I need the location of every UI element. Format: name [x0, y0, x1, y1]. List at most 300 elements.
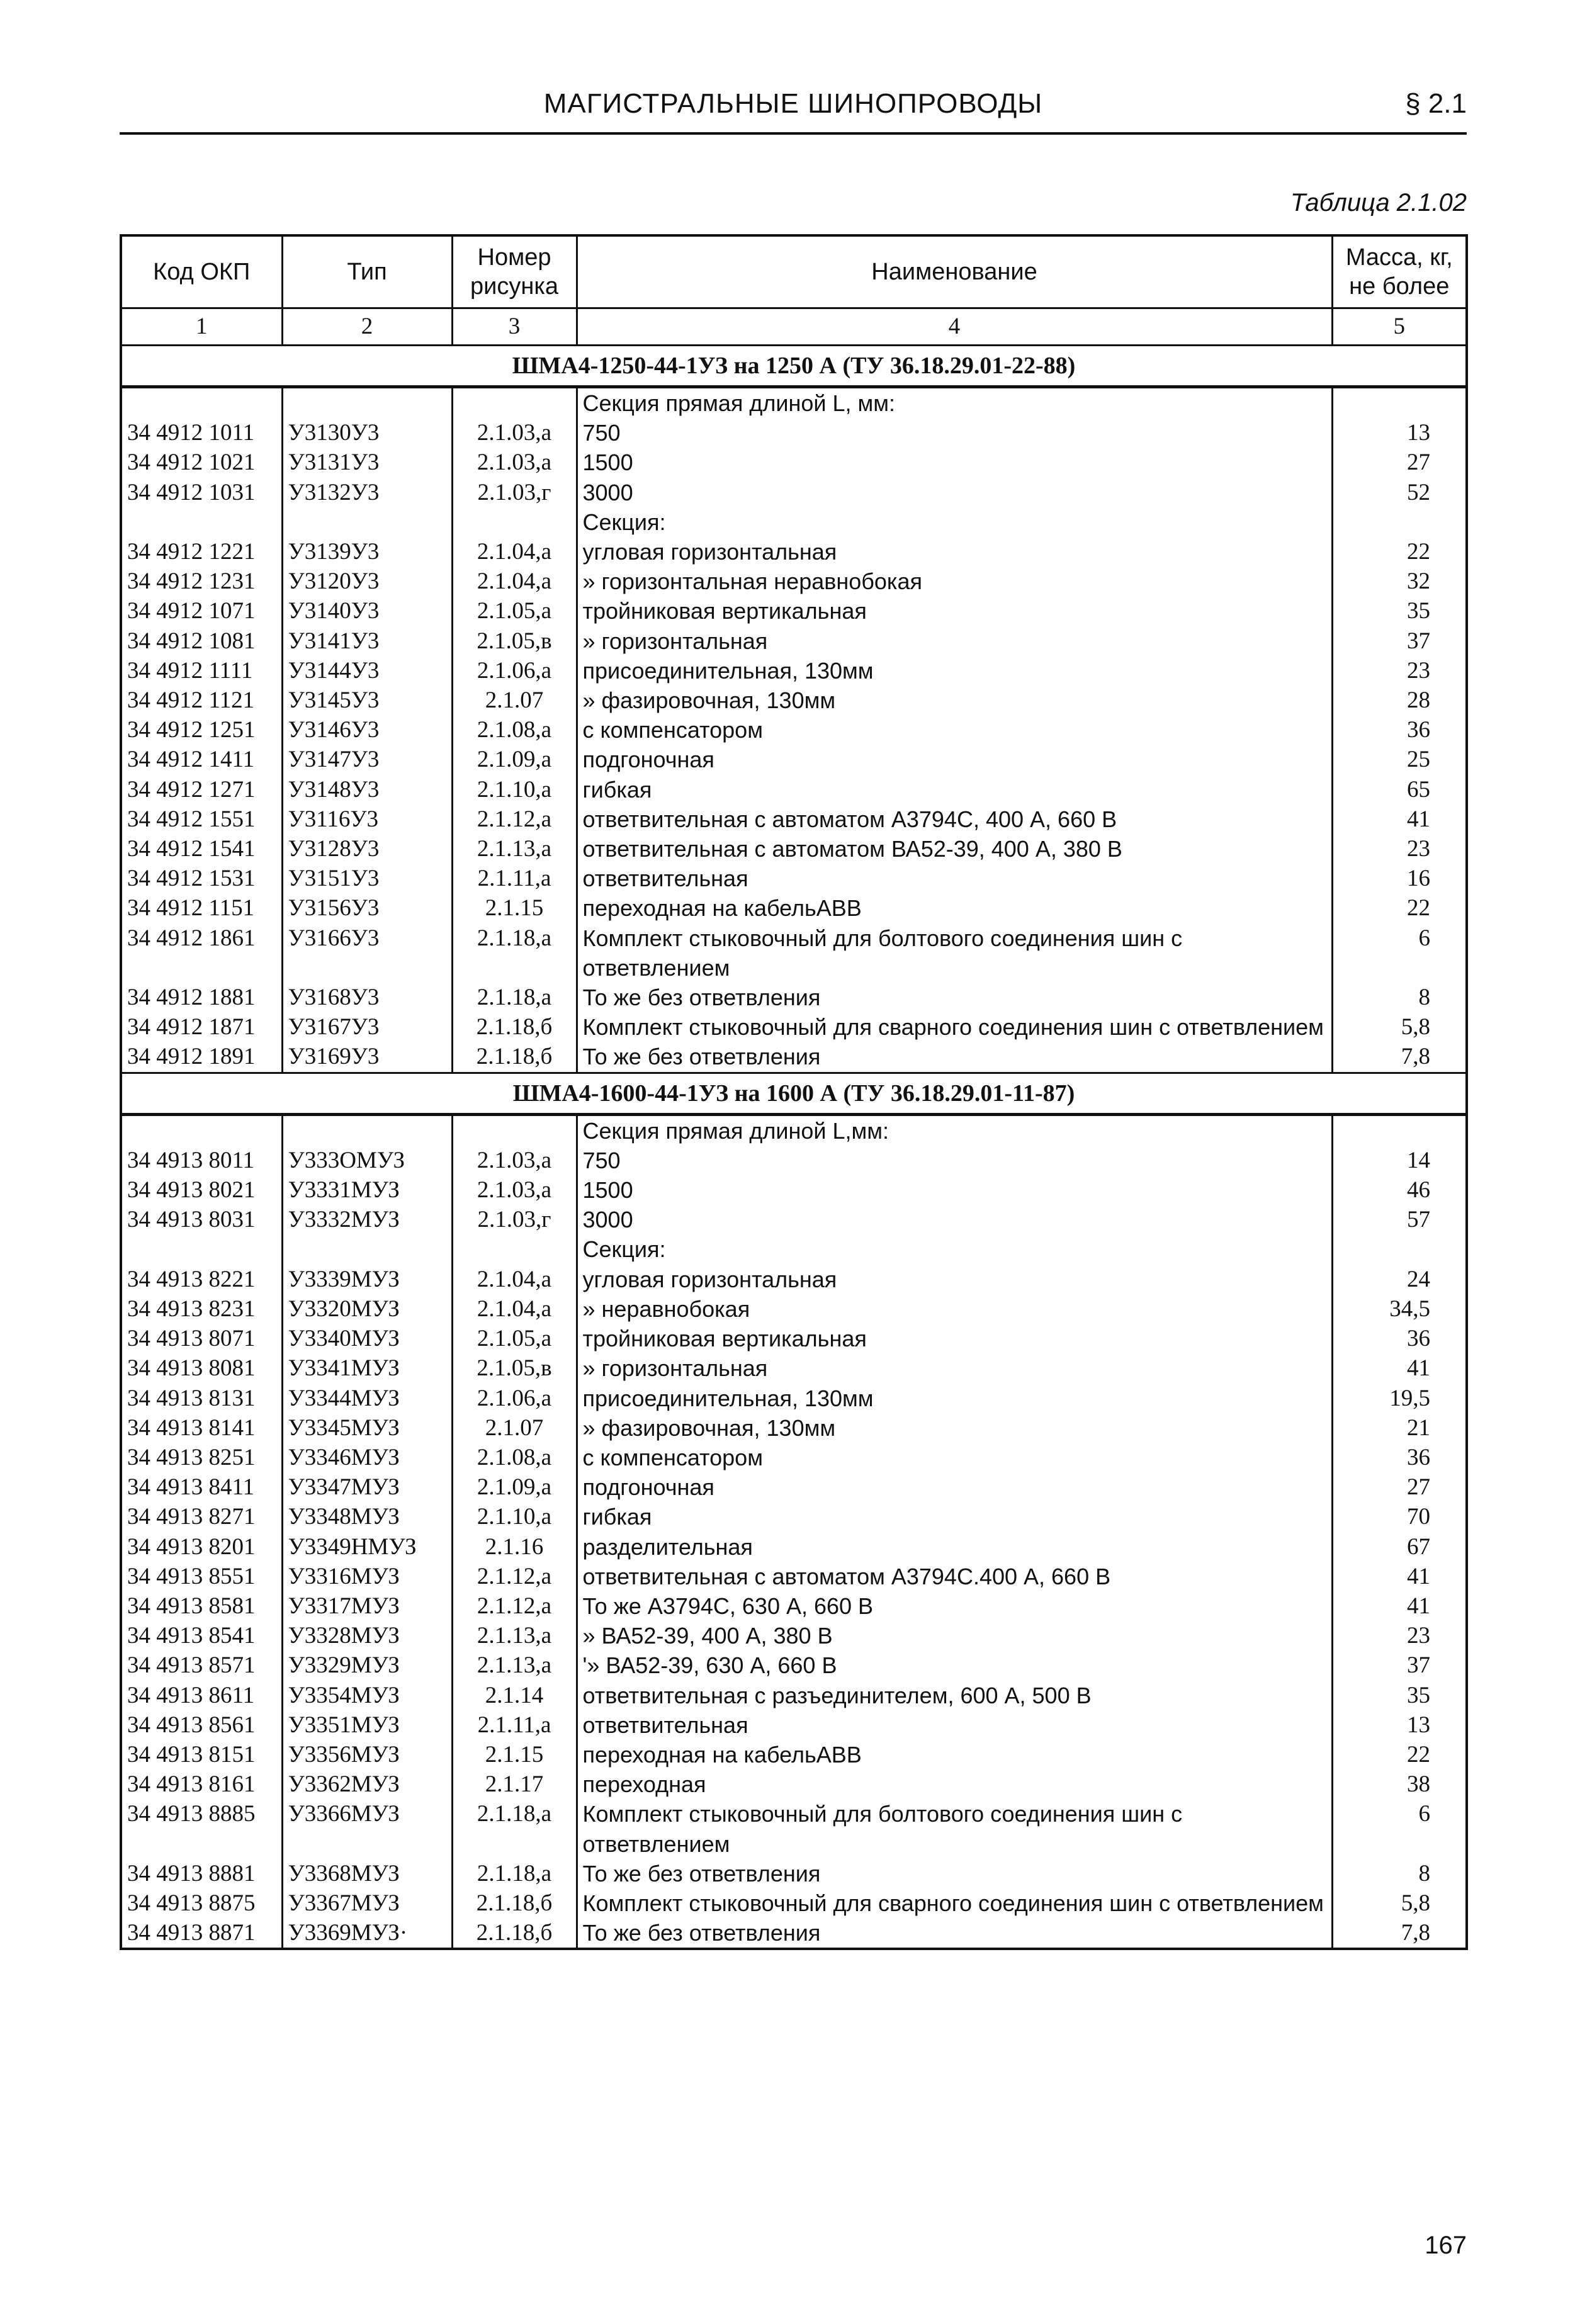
table-row	[121, 1502, 1467, 1531]
figure-cell: 2.1.18,б	[452, 1918, 577, 1949]
running-header	[120, 88, 1467, 138]
figure-cell: 2.1.18,а	[452, 983, 577, 1012]
name-cell: » фазировочная, 130мм	[577, 685, 1332, 715]
figure-cell: 2.1.18,б	[452, 1888, 577, 1918]
mass-cell: 46	[1332, 1175, 1467, 1205]
okp-code-cell	[121, 1234, 282, 1264]
name-cell: Секция:	[577, 507, 1332, 537]
okp-code-cell: 34 4912 1271	[121, 775, 282, 804]
mass-cell: 36	[1332, 1324, 1467, 1353]
name-cell: угловая горизонтальная	[577, 1265, 1332, 1294]
col-number: 1	[121, 308, 282, 346]
name-cell: Комплект стыковочный для сварного соединения шин с ответвлением	[577, 1888, 1332, 1918]
okp-code-cell: 34 4913 8151	[121, 1740, 282, 1769]
type-cell: У3354МУЗ	[282, 1681, 452, 1710]
type-cell: У3141У3	[282, 626, 452, 656]
mass-cell: 36	[1332, 1443, 1467, 1472]
type-cell: У3144У3	[282, 656, 452, 685]
group-header-row	[121, 1073, 1467, 1114]
table-row	[121, 1384, 1467, 1413]
mass-cell: 41	[1332, 1562, 1467, 1591]
name-cell: '» ВА52-39, 630 А, 660 В	[577, 1650, 1332, 1680]
table-row	[121, 387, 1467, 419]
table-row	[121, 1562, 1467, 1591]
mass-cell: 41	[1332, 1353, 1467, 1383]
type-cell: У3366МУЗ	[282, 1799, 452, 1858]
mass-cell	[1332, 1234, 1467, 1264]
figure-cell: 2.1.15	[452, 893, 577, 923]
type-cell: У3317МУЗ	[282, 1591, 452, 1621]
figure-cell: 2.1.13,а	[452, 1621, 577, 1650]
type-cell: У3368МУЗ	[282, 1859, 452, 1888]
type-cell: У3348МУЗ	[282, 1502, 452, 1531]
table-row	[121, 834, 1467, 864]
okp-code-cell: 34 4912 1411	[121, 745, 282, 774]
okp-code-cell: 34 4912 1081	[121, 626, 282, 656]
name-cell: тройниковая вертикальная	[577, 1324, 1332, 1353]
type-cell: У3347МУЗ	[282, 1472, 452, 1502]
name-cell: присоединительная, 130мм	[577, 1384, 1332, 1413]
figure-cell: 2.1.18,а	[452, 923, 577, 983]
table-row	[121, 1532, 1467, 1562]
mass-cell: 36	[1332, 715, 1467, 745]
name-cell: То же без ответвления	[577, 983, 1332, 1012]
okp-code-cell: 34 4912 1231	[121, 567, 282, 596]
col-header-code: Код ОКП	[121, 235, 282, 308]
figure-cell: 2.1.03,а	[452, 418, 577, 448]
name-cell: разделительная	[577, 1532, 1332, 1562]
figure-cell: 2.1.07	[452, 1413, 577, 1443]
type-cell	[282, 507, 452, 537]
table-row	[121, 1324, 1467, 1353]
figure-cell: 2.1.08,а	[452, 715, 577, 745]
figure-cell: 2.1.15	[452, 1740, 577, 1769]
okp-code-cell: 34 4913 8161	[121, 1769, 282, 1799]
figure-cell	[452, 1234, 577, 1264]
figure-cell: 2.1.07	[452, 685, 577, 715]
name-cell: 1500	[577, 1175, 1332, 1205]
figure-cell: 2.1.04,а	[452, 1294, 577, 1324]
table-row	[121, 1443, 1467, 1472]
header-rule	[120, 132, 1467, 135]
mass-cell: 21	[1332, 1413, 1467, 1443]
mass-cell: 41	[1332, 804, 1467, 834]
mass-cell: 13	[1332, 1710, 1467, 1740]
type-cell: У3151У3	[282, 864, 452, 893]
table-row	[121, 656, 1467, 685]
type-cell: У3120У3	[282, 567, 452, 596]
type-cell: У3331МУЗ	[282, 1175, 452, 1205]
type-cell: У3140У3	[282, 596, 452, 626]
mass-cell: 34,5	[1332, 1294, 1467, 1324]
type-cell: У3332МУЗ	[282, 1205, 452, 1234]
figure-cell: 2.1.12,а	[452, 1591, 577, 1621]
mass-cell: 19,5	[1332, 1384, 1467, 1413]
figure-cell	[452, 1114, 577, 1146]
name-cell: переходная на кабельАВВ	[577, 893, 1332, 923]
table-row	[121, 864, 1467, 893]
name-cell: То же без ответвления	[577, 1042, 1332, 1073]
name-cell: ответвительная с автоматом ВА52-39, 400 А, 380 В	[577, 834, 1332, 864]
okp-code-cell: 34 4912 1251	[121, 715, 282, 745]
table-row	[121, 1740, 1467, 1769]
figure-cell: 2.1.05,в	[452, 1353, 577, 1383]
mass-cell: 7,8	[1332, 1042, 1467, 1073]
name-cell: переходная на кабельАВВ	[577, 1740, 1332, 1769]
mass-cell: 23	[1332, 1621, 1467, 1650]
name-cell: подгоночная	[577, 1472, 1332, 1502]
mass-cell: 22	[1332, 1740, 1467, 1769]
table-row	[121, 1859, 1467, 1888]
col-number: 3	[452, 308, 577, 346]
name-cell: То же без ответвления	[577, 1918, 1332, 1949]
type-cell: У3169У3	[282, 1042, 452, 1073]
table-row	[121, 507, 1467, 537]
type-cell: У3346МУЗ	[282, 1443, 452, 1472]
figure-cell: 2.1.03,г	[452, 1205, 577, 1234]
name-cell: 750	[577, 1146, 1332, 1175]
mass-cell: 41	[1332, 1591, 1467, 1621]
table-row	[121, 418, 1467, 448]
table-row	[121, 596, 1467, 626]
name-cell: ответвительная	[577, 864, 1332, 893]
table-container	[120, 234, 1465, 1950]
type-cell: У3320МУЗ	[282, 1294, 452, 1324]
table-row	[121, 478, 1467, 507]
okp-code-cell: 34 4913 8141	[121, 1413, 282, 1443]
name-cell: с компенсатором	[577, 715, 1332, 745]
name-cell: » неравнобокая	[577, 1294, 1332, 1324]
name-cell: ответвительная с автоматом А3794С.400 А, 660 В	[577, 1562, 1332, 1591]
figure-cell: 2.1.03,г	[452, 478, 577, 507]
okp-code-cell: 34 4912 1111	[121, 656, 282, 685]
col-header-figure: Номер рисунка	[452, 235, 577, 308]
col-header-type: Тип	[282, 235, 452, 308]
table-row	[121, 1042, 1467, 1073]
type-cell: У3156У3	[282, 893, 452, 923]
mass-cell: 5,8	[1332, 1888, 1467, 1918]
mass-cell: 35	[1332, 1681, 1467, 1710]
figure-cell: 2.1.06,а	[452, 656, 577, 685]
okp-code-cell: 34 4912 1531	[121, 864, 282, 893]
figure-cell: 2.1.14	[452, 1681, 577, 1710]
okp-code-cell: 34 4913 8885	[121, 1799, 282, 1858]
mass-cell: 5,8	[1332, 1012, 1467, 1042]
table-row	[121, 745, 1467, 774]
mass-cell: 38	[1332, 1769, 1467, 1799]
mass-cell: 16	[1332, 864, 1467, 893]
table-row	[121, 1413, 1467, 1443]
column-number-row	[121, 308, 1467, 346]
name-cell: То же без ответвления	[577, 1859, 1332, 1888]
type-cell: У3139У3	[282, 537, 452, 567]
name-cell: » горизонтальная	[577, 1353, 1332, 1383]
type-cell: У3166У3	[282, 923, 452, 983]
mass-cell: 28	[1332, 685, 1467, 715]
col-number: 2	[282, 308, 452, 346]
mass-cell: 8	[1332, 1859, 1467, 1888]
figure-cell	[452, 507, 577, 537]
table-row	[121, 775, 1467, 804]
okp-code-cell: 34 4913 8541	[121, 1621, 282, 1650]
col-number: 5	[1332, 308, 1467, 346]
mass-cell: 6	[1332, 1799, 1467, 1858]
table-row	[121, 983, 1467, 1012]
figure-cell: 2.1.18,б	[452, 1042, 577, 1073]
figure-cell	[452, 387, 577, 419]
okp-code-cell: 34 4912 1541	[121, 834, 282, 864]
name-cell: присоединительная, 130мм	[577, 656, 1332, 685]
figure-cell: 2.1.10,а	[452, 1502, 577, 1531]
mass-cell: 23	[1332, 834, 1467, 864]
figure-cell: 2.1.05,а	[452, 1324, 577, 1353]
table-row	[121, 1591, 1467, 1621]
mass-cell: 67	[1332, 1532, 1467, 1562]
table-row	[121, 1710, 1467, 1740]
mass-cell: 8	[1332, 983, 1467, 1012]
name-cell: 1500	[577, 448, 1332, 477]
type-cell: У3356МУЗ	[282, 1740, 452, 1769]
group-header-row	[121, 346, 1467, 387]
mass-cell: 35	[1332, 596, 1467, 626]
type-cell: У3367МУЗ	[282, 1888, 452, 1918]
okp-code-cell: 34 4913 8271	[121, 1502, 282, 1531]
okp-code-cell	[121, 387, 282, 419]
type-cell: У3362МУЗ	[282, 1769, 452, 1799]
mass-cell: 24	[1332, 1265, 1467, 1294]
name-cell: ответвительная с автоматом А3794С, 400 А, 660 В	[577, 804, 1332, 834]
mass-cell	[1332, 387, 1467, 419]
name-cell: угловая горизонтальная	[577, 537, 1332, 567]
mass-cell: 6	[1332, 923, 1467, 983]
mass-cell: 13	[1332, 418, 1467, 448]
type-cell: У3316МУЗ	[282, 1562, 452, 1591]
okp-code-cell: 34 4913 8581	[121, 1591, 282, 1621]
name-cell: ответвительная	[577, 1710, 1332, 1740]
okp-code-cell: 34 4912 1891	[121, 1042, 282, 1073]
figure-cell: 2.1.06,а	[452, 1384, 577, 1413]
okp-code-cell: 34 4913 8611	[121, 1681, 282, 1710]
type-cell: У3351МУЗ	[282, 1710, 452, 1740]
okp-code-cell: 34 4913 8875	[121, 1888, 282, 1918]
name-cell: » горизонтальная неравнобокая	[577, 567, 1332, 596]
name-cell: » ВА52-39, 400 А, 380 В	[577, 1621, 1332, 1650]
mass-cell: 37	[1332, 1650, 1467, 1680]
name-cell: То же А3794С, 630 А, 660 В	[577, 1591, 1332, 1621]
mass-cell	[1332, 507, 1467, 537]
figure-cell: 2.1.11,а	[452, 864, 577, 893]
figure-cell: 2.1.11,а	[452, 1710, 577, 1740]
table-row	[121, 1888, 1467, 1918]
group-title: ШМА4-1600-44-1УЗ на 1600 А (ТУ 36.18.29.01-11-87)	[121, 1073, 1467, 1114]
table-row	[121, 1621, 1467, 1650]
header-row	[121, 235, 1467, 308]
type-cell: У3147У3	[282, 745, 452, 774]
figure-cell: 2.1.18,а	[452, 1859, 577, 1888]
table-row	[121, 1650, 1467, 1680]
mass-cell: 52	[1332, 478, 1467, 507]
okp-code-cell: 34 4912 1861	[121, 923, 282, 983]
col-number: 4	[577, 308, 1332, 346]
table-row	[121, 804, 1467, 834]
okp-code-cell: 34 4912 1011	[121, 418, 282, 448]
type-cell: У3340МУЗ	[282, 1324, 452, 1353]
table-row	[121, 1012, 1467, 1042]
mass-cell: 70	[1332, 1502, 1467, 1531]
okp-code-cell	[121, 1114, 282, 1146]
table-row	[121, 1799, 1467, 1858]
okp-code-cell: 34 4913 8561	[121, 1710, 282, 1740]
type-cell: У3146У3	[282, 715, 452, 745]
name-cell: подгоночная	[577, 745, 1332, 774]
page-number: 167	[1425, 2231, 1467, 2259]
name-cell: Комплект стыковочный для болтового соединения шин с ответвлением	[577, 923, 1332, 983]
figure-cell: 2.1.16	[452, 1532, 577, 1562]
name-cell: 3000	[577, 1205, 1332, 1234]
okp-code-cell: 34 4913 8411	[121, 1472, 282, 1502]
table-caption: Таблица 2.1.02	[1290, 189, 1467, 217]
figure-cell: 2.1.12,а	[452, 804, 577, 834]
figure-cell: 2.1.17	[452, 1769, 577, 1799]
table-row	[121, 448, 1467, 477]
type-cell	[282, 387, 452, 419]
col-header-name: Наименование	[577, 235, 1332, 308]
name-cell: Секция прямая длиной L, мм:	[577, 387, 1332, 419]
okp-code-cell: 34 4913 8871	[121, 1918, 282, 1949]
name-cell: » фазировочная, 130мм	[577, 1413, 1332, 1443]
okp-code-cell: 34 4912 1031	[121, 478, 282, 507]
mass-cell: 7,8	[1332, 1918, 1467, 1949]
okp-code-cell: 34 4913 8551	[121, 1562, 282, 1591]
mass-cell: 25	[1332, 745, 1467, 774]
table-row	[121, 1472, 1467, 1502]
type-cell	[282, 1114, 452, 1146]
group-title: ШМА4-1250-44-1УЗ на 1250 А (ТУ 36.18.29.01-22-88)	[121, 346, 1467, 387]
table-row	[121, 1234, 1467, 1264]
mass-cell: 32	[1332, 567, 1467, 596]
okp-code-cell: 34 4913 8031	[121, 1205, 282, 1234]
type-cell: У3168У3	[282, 983, 452, 1012]
type-cell: У3329МУЗ	[282, 1650, 452, 1680]
okp-code-cell: 34 4912 1871	[121, 1012, 282, 1042]
mass-cell: 22	[1332, 893, 1467, 923]
table-row	[121, 1175, 1467, 1205]
mass-cell	[1332, 1114, 1467, 1146]
type-cell: У3339МУЗ	[282, 1265, 452, 1294]
table-row	[121, 626, 1467, 656]
type-cell: У3369МУЗ·	[282, 1918, 452, 1949]
okp-code-cell: 34 4912 1021	[121, 448, 282, 477]
mass-cell: 22	[1332, 537, 1467, 567]
table-row	[121, 567, 1467, 596]
figure-cell: 2.1.03,а	[452, 1146, 577, 1175]
okp-code-cell: 34 4913 8021	[121, 1175, 282, 1205]
type-cell: У3145У3	[282, 685, 452, 715]
name-cell: переходная	[577, 1769, 1332, 1799]
table-row	[121, 1294, 1467, 1324]
figure-cell: 2.1.13,а	[452, 1650, 577, 1680]
name-cell: Секция:	[577, 1234, 1332, 1264]
table-row	[121, 1114, 1467, 1146]
type-cell: У3131У3	[282, 448, 452, 477]
table-row	[121, 923, 1467, 983]
table-row	[121, 893, 1467, 923]
figure-cell: 2.1.04,а	[452, 567, 577, 596]
table-row	[121, 1769, 1467, 1799]
type-cell: У3341МУЗ	[282, 1353, 452, 1383]
type-cell: У3349НМУЗ	[282, 1532, 452, 1562]
type-cell: У3128У3	[282, 834, 452, 864]
figure-cell: 2.1.09,а	[452, 1472, 577, 1502]
okp-code-cell: 34 4912 1881	[121, 983, 282, 1012]
figure-cell: 2.1.04,а	[452, 1265, 577, 1294]
table-row	[121, 1353, 1467, 1383]
name-cell: Комплект стыковочный для сварного соединения шин с ответвлением	[577, 1012, 1332, 1042]
type-cell: У3167У3	[282, 1012, 452, 1042]
header-title: МАГИСТРАЛЬНЫЕ ШИНОПРОВОДЫ	[543, 88, 1043, 119]
okp-code-cell: 34 4912 1551	[121, 804, 282, 834]
figure-cell: 2.1.08,а	[452, 1443, 577, 1472]
figure-cell: 2.1.05,а	[452, 596, 577, 626]
name-cell: » горизонтальная	[577, 626, 1332, 656]
table-row	[121, 1918, 1467, 1949]
table-row	[121, 715, 1467, 745]
okp-code-cell: 34 4912 1221	[121, 537, 282, 567]
type-cell: У333ОМУЗ	[282, 1146, 452, 1175]
figure-cell: 2.1.04,а	[452, 537, 577, 567]
mass-cell: 37	[1332, 626, 1467, 656]
type-cell: У3130У3	[282, 418, 452, 448]
mass-cell: 65	[1332, 775, 1467, 804]
okp-code-cell: 34 4913 8231	[121, 1294, 282, 1324]
okp-code-cell: 34 4912 1121	[121, 685, 282, 715]
figure-cell: 2.1.05,в	[452, 626, 577, 656]
okp-code-cell: 34 4913 8081	[121, 1353, 282, 1383]
name-cell: 750	[577, 418, 1332, 448]
name-cell: с компенсатором	[577, 1443, 1332, 1472]
table-row	[121, 1205, 1467, 1234]
section-number: § 2.1	[1405, 88, 1467, 119]
name-cell: тройниковая вертикальная	[577, 596, 1332, 626]
okp-code-cell: 34 4913 8071	[121, 1324, 282, 1353]
okp-code-cell: 34 4913 8251	[121, 1443, 282, 1472]
table-row	[121, 685, 1467, 715]
okp-code-cell: 34 4913 8571	[121, 1650, 282, 1680]
data-table	[120, 234, 1468, 1950]
name-cell: Комплект стыковочный для болтового соединения шин с ответвлением	[577, 1799, 1332, 1858]
type-cell: У3345МУЗ	[282, 1413, 452, 1443]
figure-cell: 2.1.12,а	[452, 1562, 577, 1591]
figure-cell: 2.1.03,а	[452, 1175, 577, 1205]
figure-cell: 2.1.03,а	[452, 448, 577, 477]
okp-code-cell: 34 4913 8131	[121, 1384, 282, 1413]
table-row	[121, 537, 1467, 567]
figure-cell: 2.1.18,а	[452, 1799, 577, 1858]
okp-code-cell: 34 4912 1071	[121, 596, 282, 626]
table-row	[121, 1146, 1467, 1175]
type-cell: У3344МУЗ	[282, 1384, 452, 1413]
figure-cell: 2.1.18,б	[452, 1012, 577, 1042]
name-cell: гибкая	[577, 1502, 1332, 1531]
okp-code-cell: 34 4913 8881	[121, 1859, 282, 1888]
type-cell: У3132У3	[282, 478, 452, 507]
table-row	[121, 1681, 1467, 1710]
name-cell: ответвительная с разъединителем, 600 А, 500 В	[577, 1681, 1332, 1710]
name-cell: гибкая	[577, 775, 1332, 804]
okp-code-cell: 34 4913 8011	[121, 1146, 282, 1175]
name-cell: Секция прямая длиной L,мм:	[577, 1114, 1332, 1146]
mass-cell: 14	[1332, 1146, 1467, 1175]
